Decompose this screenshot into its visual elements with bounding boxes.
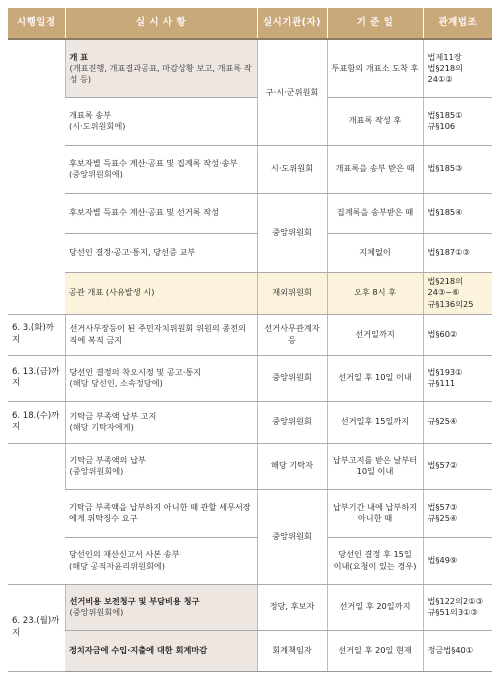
standard-date-cell: 집계록을 송부받은 때 (327, 193, 423, 233)
row-title: 개 표 (69, 51, 89, 62)
law-cell (423, 584, 492, 630)
org-cell: 중앙위원회 (257, 355, 327, 401)
date-cell (8, 443, 65, 584)
law-cell (423, 97, 492, 145)
content-cell (65, 489, 257, 537)
row-title: 기탁금 부족액을 납부하지 아니한 때 관할 세무서장에게 위탁징수 요구 (69, 501, 251, 523)
law-text: 법§57③ 규§25④ (427, 501, 458, 523)
law-cell (423, 272, 492, 314)
org-cell: 구·시·군위원회 (257, 39, 327, 145)
law-cell: 규§25④ (423, 401, 492, 443)
row-title: 선거비용 보전청구 및 부담비용 청구 (69, 595, 200, 606)
election-schedule-table (8, 8, 492, 672)
standard-date-text: 납부고지를 받은 날부터 10일 이내 (332, 454, 418, 476)
row-title: 공관 개표 (69, 287, 104, 298)
standard-date-cell: 오후 8시 후 (327, 272, 423, 314)
table-row (8, 584, 492, 630)
org-cell: 해당 기탁자 (257, 443, 327, 489)
row-subtitle: (해당 공직자윤리위원회에) (69, 560, 165, 571)
standard-date-cell: 투표함의 개표소 도착 후 (327, 39, 423, 97)
content-cell (65, 272, 257, 314)
content-cell (65, 314, 257, 355)
org-cell: 중앙위원회 (257, 193, 327, 272)
row-title: 후보자별 득표수 계산·공표 및 선거록 작성 (69, 207, 220, 218)
law-cell: 법§60② (423, 314, 492, 355)
org-cell: 재외위원회 (257, 272, 327, 314)
standard-date-cell (327, 443, 423, 489)
content-cell (65, 537, 257, 584)
law-text: 법§122의2①③ 규§51의3①③ (427, 595, 483, 617)
standard-date-text: 납부기간 내에 납부하지 아니한 때 (332, 501, 418, 523)
row-subtitle: (시·도위원회에) (69, 121, 126, 131)
standard-date-cell: 선거일까지 (327, 314, 423, 355)
org-cell: 회계책임자 (257, 630, 327, 671)
content-cell (65, 584, 257, 630)
standard-date-cell: 개표록 작성 후 (327, 97, 423, 145)
org-cell: 중앙위원회 (257, 401, 327, 443)
row-subtitle: (중앙위원회에) (69, 169, 123, 179)
row-title: 당선인 결정·공고·통지, 당선증 교부 (69, 246, 196, 257)
law-cell: 법§49⑨ (423, 537, 492, 584)
content-cell (65, 193, 257, 233)
org-cell: 시·도위원회 (257, 145, 327, 193)
law-cell (423, 489, 492, 537)
content-cell (65, 233, 257, 272)
table-row (8, 355, 492, 401)
org-cell: 선거사무관계자등 (257, 314, 327, 355)
table-row (8, 233, 492, 272)
row-subtitle: (중앙위원회에) (69, 466, 124, 476)
row-title: 당선인 결정의 착오시정 및 공고·통지 (69, 366, 202, 377)
date-cell (8, 39, 65, 314)
table-row (8, 145, 492, 193)
table-row (8, 193, 492, 233)
law-text: 법제11장 법§218의24①② (427, 51, 464, 84)
row-title: 개표록 송부 (69, 109, 112, 120)
table-row (8, 443, 492, 489)
content-cell (65, 355, 257, 401)
row-title: 정치자금에 수입·지출에 대한 회계마감 (69, 644, 208, 655)
header-law: 관계법조 (423, 8, 492, 39)
standard-date-cell: 선거일 후 20일 현재 (327, 630, 423, 671)
row-subtitle: (중앙위원회에) (69, 607, 124, 617)
date-cell: 6. 18.(수)까지 (8, 401, 65, 443)
row-title: 기탁금 부족액 납부 고지 (69, 410, 157, 421)
content-cell (65, 97, 257, 145)
row-subtitle: (개표진행, 개표결과공표, 마감상황 보고, 개표록 작성 등) (69, 62, 252, 84)
law-cell: 정금법§40① (423, 630, 492, 671)
content-cell (65, 39, 257, 97)
law-text: 법§185① 규§106 (427, 109, 463, 131)
row-subtitle: (해당 당선인, 소속정당에) (69, 378, 163, 388)
table-row (8, 272, 492, 314)
standard-date-cell: 지체없이 (327, 233, 423, 272)
table-row (8, 489, 492, 537)
standard-date-cell: 선거일 후 10일 이내 (327, 355, 423, 401)
row-title: 기탁금 부족액의 납부 (69, 454, 146, 465)
header-content: 실 시 사 항 (65, 8, 257, 39)
table-row (8, 314, 492, 355)
standard-date-cell: 개표록을 송부 받은 때 (327, 145, 423, 193)
content-cell (65, 630, 257, 671)
standard-date-cell: 선거일 후 20일까지 (327, 584, 423, 630)
law-text: 법§193① 규§111 (427, 366, 463, 388)
standard-date-cell (327, 489, 423, 537)
row-title: 선거사무장등이 된 주민자치위원회 위원의 종전의 직에 복직 금지 (69, 323, 247, 345)
date-cell: 6. 3.(화)까지 (8, 314, 65, 355)
law-cell: 법§57② (423, 443, 492, 489)
table-header-row (8, 8, 492, 39)
table-row (8, 401, 492, 443)
standard-date-cell: 선거일후 15일까지 (327, 401, 423, 443)
table-row (8, 537, 492, 584)
table-row (8, 97, 492, 145)
law-cell (423, 39, 492, 97)
table-row (8, 39, 492, 97)
content-cell (65, 401, 257, 443)
law-cell: 법§185④ (423, 193, 492, 233)
org-cell: 중앙위원회 (257, 489, 327, 584)
row-subtitle: (해당 기탁자에게) (69, 422, 134, 432)
date-cell: 6. 23.(월)까지 (8, 584, 65, 671)
date-cell: 6. 13.(금)까지 (8, 355, 65, 401)
table-row (8, 630, 492, 671)
row-title-paren: (사유발생 시) (105, 287, 155, 298)
standard-date-text: 당선인 결정 후 15일 이내(요청이 있는 경우) (333, 549, 417, 571)
org-cell: 정당, 후보자 (257, 584, 327, 630)
content-cell (65, 145, 257, 193)
row-title: 후보자별 득표수 계산·공표 및 집계록 작성·송부 (69, 157, 238, 168)
header-org: 실시기관(자) (257, 8, 327, 39)
content-cell (65, 443, 257, 489)
law-cell (423, 355, 492, 401)
law-cell: 법§187①③ (423, 233, 492, 272)
law-cell: 법§185③ (423, 145, 492, 193)
law-text: 법§218의24③~⑥ 규§136의25 (427, 276, 474, 309)
row-title: 당선인의 재산신고서 사본 송부 (69, 549, 180, 560)
standard-date-cell (327, 537, 423, 584)
header-date: 시행일정 (8, 8, 65, 39)
header-standard-date: 기 준 일 (327, 8, 423, 39)
